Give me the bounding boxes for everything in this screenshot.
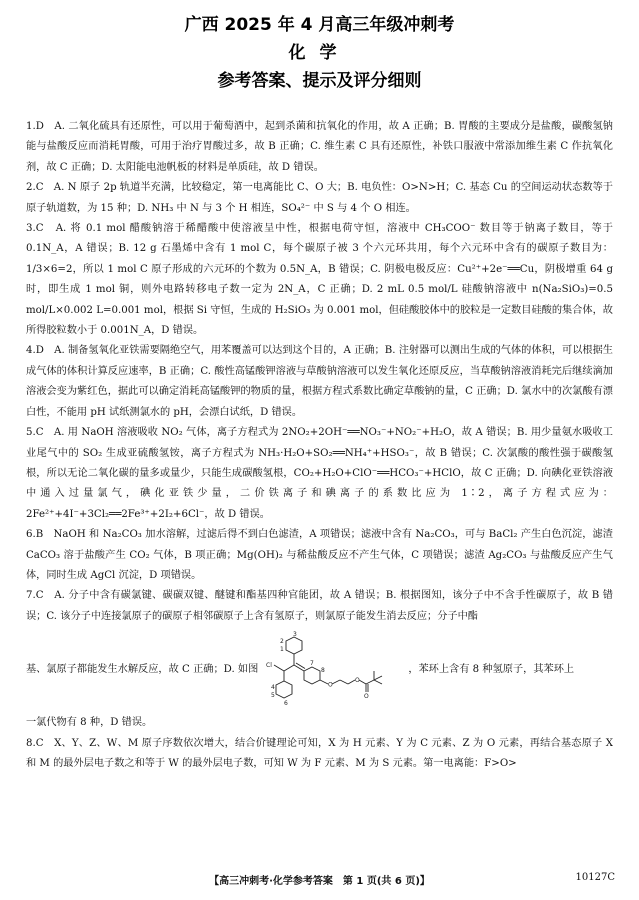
answer-item-7-text-before: 基、氯原子都能发生水解反应，故 C 正确；D. 如图 <box>26 663 259 675</box>
svg-text:8: 8 <box>321 667 326 675</box>
svg-text:1: 1 <box>280 646 285 654</box>
svg-text:6: 6 <box>284 700 289 708</box>
svg-text:7: 7 <box>310 660 315 668</box>
answer-item-7-tail: 一氯代物有 8 种，D 错误。 <box>26 717 153 729</box>
answer-item-2: 2.C A. N 原子 2p 轨道半充满，比较稳定，第一电离能比 C、O 大；B. 电负性：O>N>H；C. 基态 Cu 的空间运动状态数等于原子轨道数，为 15 种；D. NH₃ 中 N 与 3 个 H 相连，SO₄²⁻ 中 S 与 4 个 O 相连。 <box>26 182 613 214</box>
svg-text:2: 2 <box>280 638 285 646</box>
answer-item-8: 8.C X、Y、Z、W、M 原子序数依次增大，结合价键理论可知，X 为 H 元素、Y 为 C 元素、Z 为 O 元素，再结合基态原子 X 和 M 的最外层电子数之和等于 W 的最外层电子数，可知 W 为 F 元素、M 为 S 元素。第一电离能：F>O> <box>26 737 613 769</box>
svg-text:O: O <box>328 681 334 689</box>
answer-item-7-text-after: ，苯环上含有 8 种氢原子，其苯环上 <box>408 663 575 675</box>
answer-key-title: 参考答案、提示及评分细则 <box>217 71 422 91</box>
svg-text:O: O <box>355 677 361 685</box>
answer-item-4: 4.D A. 制备氢氧化亚铁需要隔绝空气，用苯覆盖可以达到这个目的，A 正确；B. 注射器可以测出生成的气体的体积，可以根据生成气体的体积计算反应速率，B 正确；C. 酸性高锰酸钾溶液与草酸钠溶液可以发生氧化还原反应，当草酸钠溶液消耗完后继续滴加溶液会变为紫红色，据此可以确定消耗高锰酸钾的物质的量，根据方程式系数比确定草酸钠的量，C 正确；D. 氯水中的次氯酸有漂白性，不能用 pH 试纸测氯水的 pH，会漂白试纸，D 错误。 <box>26 345 613 418</box>
answer-item-7: 7.C A. 分子中含有碳氯键、碳碳双键、醚键和酯基四种官能团，故 A 错误；B. 根据图知，该分子中不含手性碳原子，故 B 错误；C. 该分子中连接氯原子的碳原子相邻碳原子上含有氢原子，则氯原子能发生消去反应；分子中酯 <box>26 590 613 622</box>
svg-text:4: 4 <box>271 684 276 692</box>
chlorine-label: Cl <box>266 662 273 670</box>
answer-item-7-figure-line <box>26 627 613 713</box>
footer-code: 10127C <box>575 872 615 883</box>
answer-item-5: 5.C A. 用 NaOH 溶液吸收 NO₂ 气体，离子方程式为 2NO₂+2OH⁻══NO₃⁻+NO₂⁻+H₂O，故 A 错误；B. 用少量氨水吸收工业尾气中的 SO₂ 生成亚硫酸氢铵，离子方程式为 NH₃·H₂O+SO₂══NH₄⁺+HSO₃⁻，故 B 错误；C. 次氯酸的酸性强于碳酸氢根，所以无论二氧化碳的量多或量少，只能生成碳酸氢根，CO₂+H₂O+ClO⁻══HCO₃⁻+HClO，故 C 正确；D. 向碘化亚铁溶液中通入过量氯气，碘化亚铁少量，二价铁离子和碘离子的系数比应为 1∶2，离子方程式应为：2Fe²⁺+4I⁻+3Cl₂══2Fe³⁺+2I₂+6Cl⁻，故 D 错误。 <box>26 427 613 520</box>
answer-body <box>26 117 613 774</box>
answer-item-1: 1.D A. 二氧化硫具有还原性，可以用于葡萄酒中，起到杀菌和抗氧化的作用，故 A 正确；B. 胃酸的主要成分是盐酸，碳酸氢钠能与盐酸反应而消耗胃酸，可用于治疗胃酸过多，故 B 正确；C. 维生素 C 具有还原性，补铁口服液中常添加维生素 C 作抗氧化剂，故 C 正确；D. 太阳能电池帆板的材料是单质硅，故 D 错误。 <box>26 121 613 173</box>
subject-title: 化学 <box>288 43 351 63</box>
answer-item-6: 6.B NaOH 和 Na₂CO₃ 加水溶解，过滤后得不到白色滤渣，A 项错误；滤液中含有 Na₂CO₃，可与 BaCl₂ 产生白色沉淀，滤渣 CaCO₃ 溶于盐酸产生 CO₂ 气体，B 项正确；Mg(OH)₂ 与稀盐酸反应不产生气体，C 项错误；滤渣 Ag₂CO₃ 与盐酸反应产生气体，同时生成 AgCl 沉淀，D 项错误。 <box>26 529 613 581</box>
molecule-structure-figure <box>258 631 408 709</box>
svg-text:O: O <box>364 693 370 701</box>
answer-item-3: 3.C A. 将 0.1 mol 醋酸钠溶于稀醋酸中使溶液呈中性，根据电荷守恒，溶液中 CH₃COO⁻ 数目等于钠离子数目，等于 0.1N_A，A 错误；B. 12 g 石墨烯中含有 1 mol C，每个碳原子被 3 个六元环共用，每个六元环中含有的碳原子数目为：1/3×6=2，所以 1 mol C 原子形成的六元环的个数为 0.5N_A，B 错误；C. 阴极电极反应：Cu²⁺+2e⁻══Cu，阴极增重 64 g 时，即生成 1 mol 铜，则外电路转移电子数一定为 2N_A，C 正确；D. 2 mL 0.5 mol/L 硅酸钠溶液中 n(Na₂SiO₃)=0.5 mol/L×0.002 L=0.001 mol，根据 Si 守恒，生成的 H₂SiO₃ 为 0.001 mol，但硅酸胶体中的胶粒是一定数目硅酸的集合体，故所得胶粒数小于 0.001N_A，D 错误。 <box>26 223 613 337</box>
footer-page-info: 【高三冲刺考·化学参考答案 第 1 页(共 6 页)】 <box>209 876 430 887</box>
exam-title: 广西 2025 年 4 月高三年级冲刺考 <box>184 15 455 35</box>
svg-text:5: 5 <box>271 692 276 700</box>
svg-text:3: 3 <box>293 631 298 639</box>
